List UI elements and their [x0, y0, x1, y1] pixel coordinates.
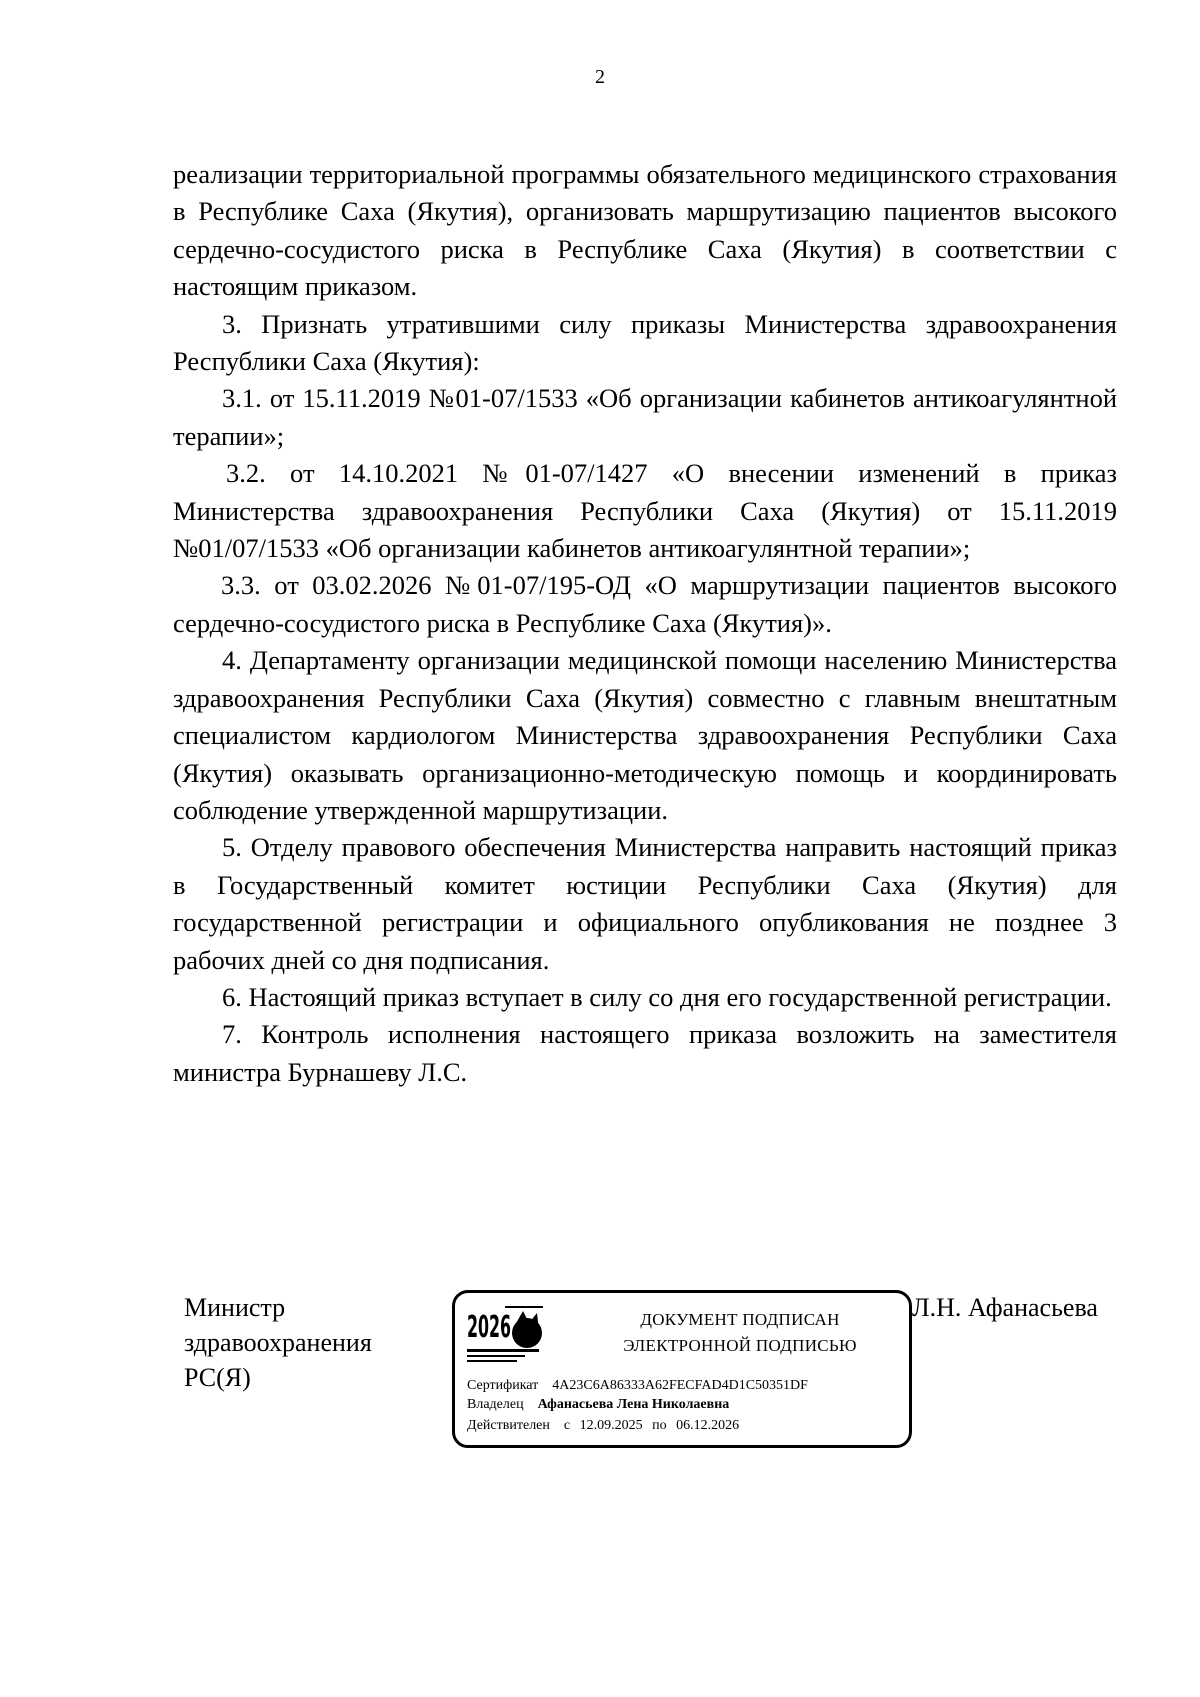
paragraph-3-3: 3.3. от 03.02.2026 №01-07/195-ОД «О маршрутизации пациентов высокого сердечно-сосудистого риска в Республике Саха (Якутия)». — [173, 570, 1117, 638]
valid-to-date: 06.12.2026 — [676, 1418, 740, 1433]
paragraph-7: 7. Контроль исполнения настоящего приказа возложить на заместителя министра Бурнашеву Л.С. — [173, 1019, 1117, 1087]
valid-from-label: с — [563, 1418, 571, 1433]
paragraph-3-1: 3.1. от 15.11.2019 №01-07/1533 «Об организации кабинетов антикоагулянтной терапии»; — [173, 383, 1117, 451]
signer-position-line: РС(Я) — [184, 1363, 251, 1392]
stamp-certificate-row — [467, 1378, 808, 1394]
paragraph-3-2: 3.2. от 14.10.2021 №01-07/1427 «О внесении изменений в приказ Министерства здравоохранения Республики Саха (Якутия) от 15.11.2019 №01/07/1533 «Об организации кабинетов антикоагулянтной терапии»; — [173, 458, 1117, 564]
valid-to-label: по — [652, 1418, 667, 1433]
certificate-value: 4A23C6A86333A62FECFAD4D1C50351DF — [552, 1378, 808, 1393]
paragraph-2-continuation: реализации территориальной программы обязательного медицинского страхования в Республике Саха (Якутия), организовать маршрутизацию пациентов высокого сердечно-сосудистого риска в Республике Саха (Якутия) в соответствии с настоящим приказом. — [173, 159, 1117, 302]
stamp-title — [575, 1307, 905, 1359]
page-number: 2 — [595, 66, 605, 88]
stamp-title-line: ЭЛЕКТРОННОЙ ПОДПИСЬЮ — [623, 1336, 857, 1355]
document-body — [173, 156, 1117, 1091]
certificate-label: Сертификат — [467, 1378, 539, 1393]
stamp-owner-row — [467, 1397, 729, 1413]
validity-label: Действителен — [467, 1418, 550, 1433]
paragraph-4: 4. Департаменту организации медицинской помощи населению Министерства здравоохранения Республики Саха (Якутия) совместно с главным внештатным специалистом кардиологом Министерства здравоохранения Республики Саха (Якутия) оказывать организационно-методическую помощь и координировать соблюдение утвержденной маршрутизации. — [173, 645, 1117, 825]
signer-position-line: здравоохранения — [184, 1328, 372, 1357]
signer-name: Л.Н. Афанасьева — [912, 1293, 1098, 1322]
paragraph-5: 5. Отделу правового обеспечения Министерства направить настоящий приказ в Государственный комитет юстиции Республики Саха (Якутия) для государственной регистрации и официального опубликования не позднее 3 рабочих дней со дня подписания. — [173, 832, 1117, 975]
owner-label: Владелец — [467, 1397, 524, 1412]
stamp-validity-row — [467, 1418, 739, 1434]
paragraph-6: 6. Настоящий приказ вступает в силу со дня его государственной регистрации. — [222, 981, 1112, 1012]
owner-value: Афанасьева Лена Николаевна — [537, 1397, 730, 1412]
valid-from-date: 12.09.2025 — [579, 1418, 643, 1433]
signer-position-line: Министр — [184, 1293, 286, 1322]
year-emblem-icon — [465, 1303, 545, 1369]
signer-position — [184, 1290, 372, 1395]
paragraph-3: 3. Признать утратившими силу приказы Министерства здравоохранения Республики Саха (Якутия): — [173, 308, 1117, 377]
electronic-signature-stamp — [452, 1290, 912, 1448]
stamp-title-line: ДОКУМЕНТ ПОДПИСАН — [640, 1310, 840, 1329]
emblem-year: 2026 — [467, 1310, 511, 1345]
